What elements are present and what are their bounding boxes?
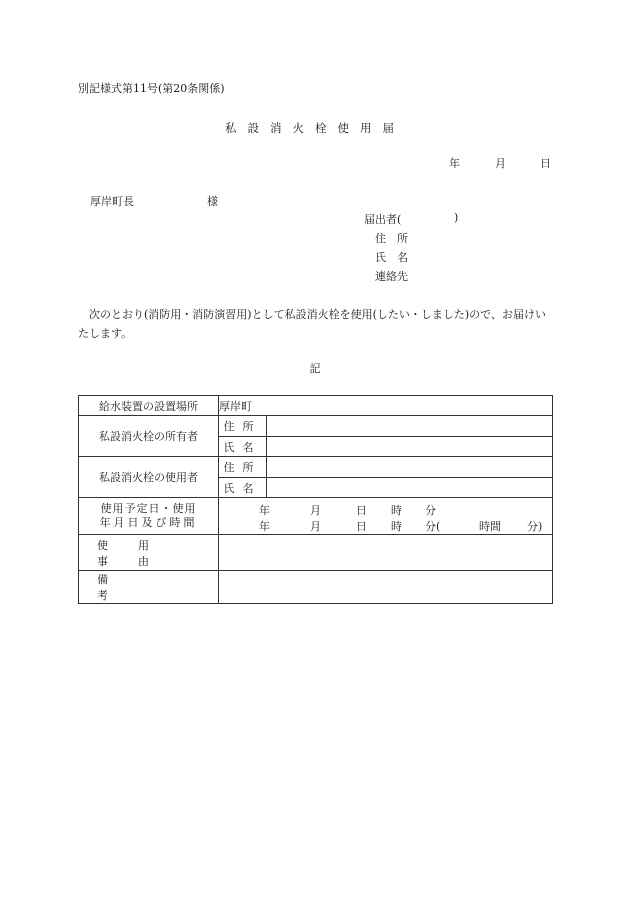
date-day: 日 (540, 157, 551, 170)
owner-address-value[interactable] (267, 416, 553, 437)
sched-2-hi: 日 (356, 520, 367, 533)
reason-value[interactable] (219, 535, 553, 571)
submitter-label-close: ) (454, 211, 459, 224)
schedule-label-line-2: 年月日及び時間 (99, 516, 198, 529)
owner-name-value[interactable] (267, 437, 553, 457)
submitter-contact-label: 連絡先 (375, 270, 408, 283)
location-row (79, 396, 553, 416)
submitter-label: 届出者( (364, 213, 402, 226)
reason-row (79, 535, 553, 571)
schedule-label (79, 498, 219, 535)
document-title: 私設消火栓使用届 (225, 121, 405, 135)
submitter-address-label: 住 所 (375, 232, 408, 245)
sched-1-tsuki: 月 (310, 504, 321, 517)
record-table (78, 395, 553, 604)
body-text: 次のとおり(消防用・消防演習用)として私設消火栓を使用(したい・しました)ので、お届けいたします。 (78, 308, 546, 340)
user-name-label: 氏名 (219, 478, 267, 498)
user-address-value[interactable] (267, 457, 553, 478)
user-address-row (79, 457, 553, 478)
sched-2-nen: 年 (259, 520, 270, 533)
sched-1-fun: 分 (425, 504, 436, 517)
ki-heading: 記 (309, 362, 321, 375)
schedule-label-line-1: 使用予定日・使用 (100, 502, 197, 515)
owner-label: 私設消火栓の所有者 (79, 416, 219, 457)
form-id: 別記様式第11号(第20条関係) (78, 82, 225, 95)
sched-1-hi: 日 (356, 504, 367, 517)
user-label: 私設消火栓の使用者 (79, 457, 219, 498)
date-month: 月 (495, 157, 506, 170)
schedule-value[interactable] (219, 498, 553, 535)
sched-1-ji: 時 (391, 504, 402, 517)
addressee-name: 厚岸町長 (90, 195, 134, 208)
owner-address-label: 住所 (219, 416, 267, 437)
sched-2-fun-paren: 分( (425, 520, 441, 533)
remarks-row (79, 571, 553, 604)
location-label: 給水装置の設置場所 (79, 396, 219, 416)
date-year: 年 (449, 157, 460, 170)
user-address-label: 住所 (219, 457, 267, 478)
owner-name-label: 氏名 (219, 437, 267, 457)
addressee-honorific: 様 (207, 195, 218, 208)
remarks-label: 備考 (79, 571, 219, 604)
sched-2-jikan: 時間 (479, 520, 501, 533)
sched-2-tsuki: 月 (310, 520, 321, 533)
location-value: 厚岸町 (219, 396, 553, 416)
sched-2-ji: 時 (391, 520, 402, 533)
user-name-value[interactable] (267, 478, 553, 498)
remarks-value[interactable] (219, 571, 553, 604)
submitter-name-label: 氏 名 (375, 251, 408, 264)
schedule-row (79, 498, 553, 535)
sched-2-fun-close: 分) (527, 520, 543, 533)
reason-label: 使用事由 (79, 535, 219, 571)
owner-address-row (79, 416, 553, 437)
sched-1-nen: 年 (259, 504, 270, 517)
